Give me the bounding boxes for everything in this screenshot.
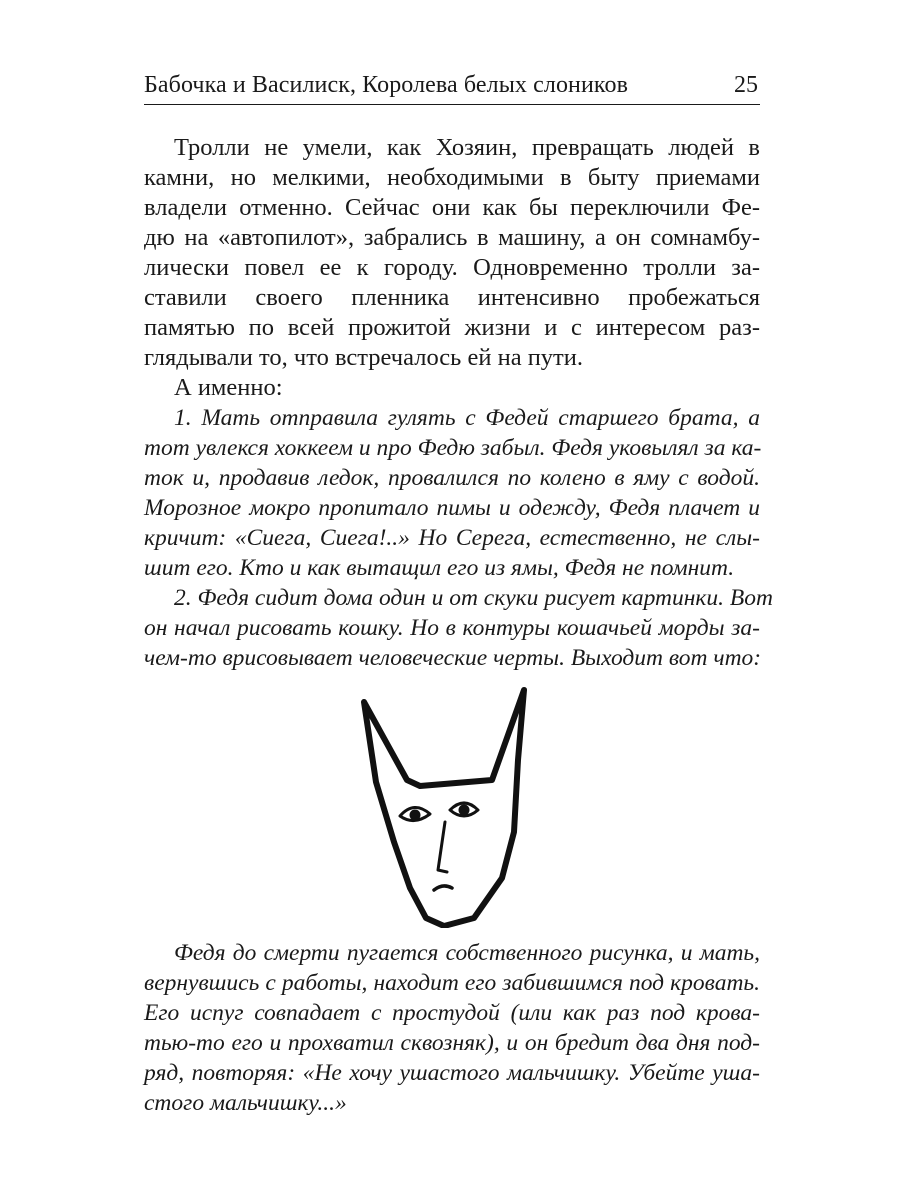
paragraph-line: Тролли не умели, как Хозяин, превращать людей в <box>174 134 760 161</box>
paragraph-line: ставили своего пленника интенсивно пробежаться <box>144 284 760 311</box>
memory-line: Федя до смерти пугается собственного рисунка, и мать, <box>174 940 760 966</box>
running-header <box>144 66 760 105</box>
memory-line: стого мальчишку...» <box>144 1090 347 1116</box>
paragraph-line: памятью по всей прожитой жизни и с интересом раз- <box>144 314 760 341</box>
memory-line: тот увлекся хоккеем и про Федю забыл. Федя уковылял за ка- <box>144 435 762 461</box>
page-number: 25 <box>734 72 758 98</box>
paragraph-line: камни, но мелкими, необходимыми в быту приемами <box>144 164 760 191</box>
memory-line: ряд, повторяя: «Не хочу ушастого мальчишку. Убейте уша- <box>144 1060 760 1086</box>
memory-line: Его испуг совпадает с простудой (или как раз под крова- <box>144 1000 760 1026</box>
memory-line: Морозное мокро пропитало пимы и одежду, Федя плачет и <box>144 495 760 521</box>
memory-line: 1. Мать отправила гулять с Федей старшего брата, а <box>174 405 760 431</box>
running-header-title: Бабочка и Василиск, Королева белых слоников <box>144 72 629 98</box>
memory-line: он начал рисовать кошку. Но в контуры кошачьей морды за- <box>144 615 760 641</box>
memory-line: 2. Федя сидит дома один и от скуки рисует картинки. Вот <box>174 585 773 611</box>
paragraph-line: лически повел ее к городу. Одновременно тролли за- <box>144 254 760 281</box>
cat-face-drawing-icon <box>352 682 538 928</box>
memory-line: ток и, продавив ледок, провалился по колено в яму с водой. <box>144 465 760 491</box>
memory-line: кричит: «Сиега, Сиега!..» Но Серега, естественно, не слы- <box>144 525 760 551</box>
paragraph-line: владели отменно. Сейчас они как бы переключили Фе- <box>144 194 760 221</box>
paragraph-line: глядывали то, что встречалось ей на пути. <box>144 344 584 371</box>
memory-line: шит его. Кто и как вытащил его из ямы, Федя не помнит. <box>144 555 735 581</box>
memory-line: вернувшись с работы, находит его забившимся под кровать. <box>144 970 760 996</box>
memory-line: тью-то его и прохватил сквозняк), и он бредит два дня под- <box>144 1030 760 1056</box>
intro-line: А именно: <box>174 374 283 401</box>
memory-line: чем-то врисовывает человеческие черты. Выходит вот что: <box>144 645 762 671</box>
paragraph-line: дю на «автопилот», забрались в машину, а он сомнамбу- <box>144 224 760 251</box>
